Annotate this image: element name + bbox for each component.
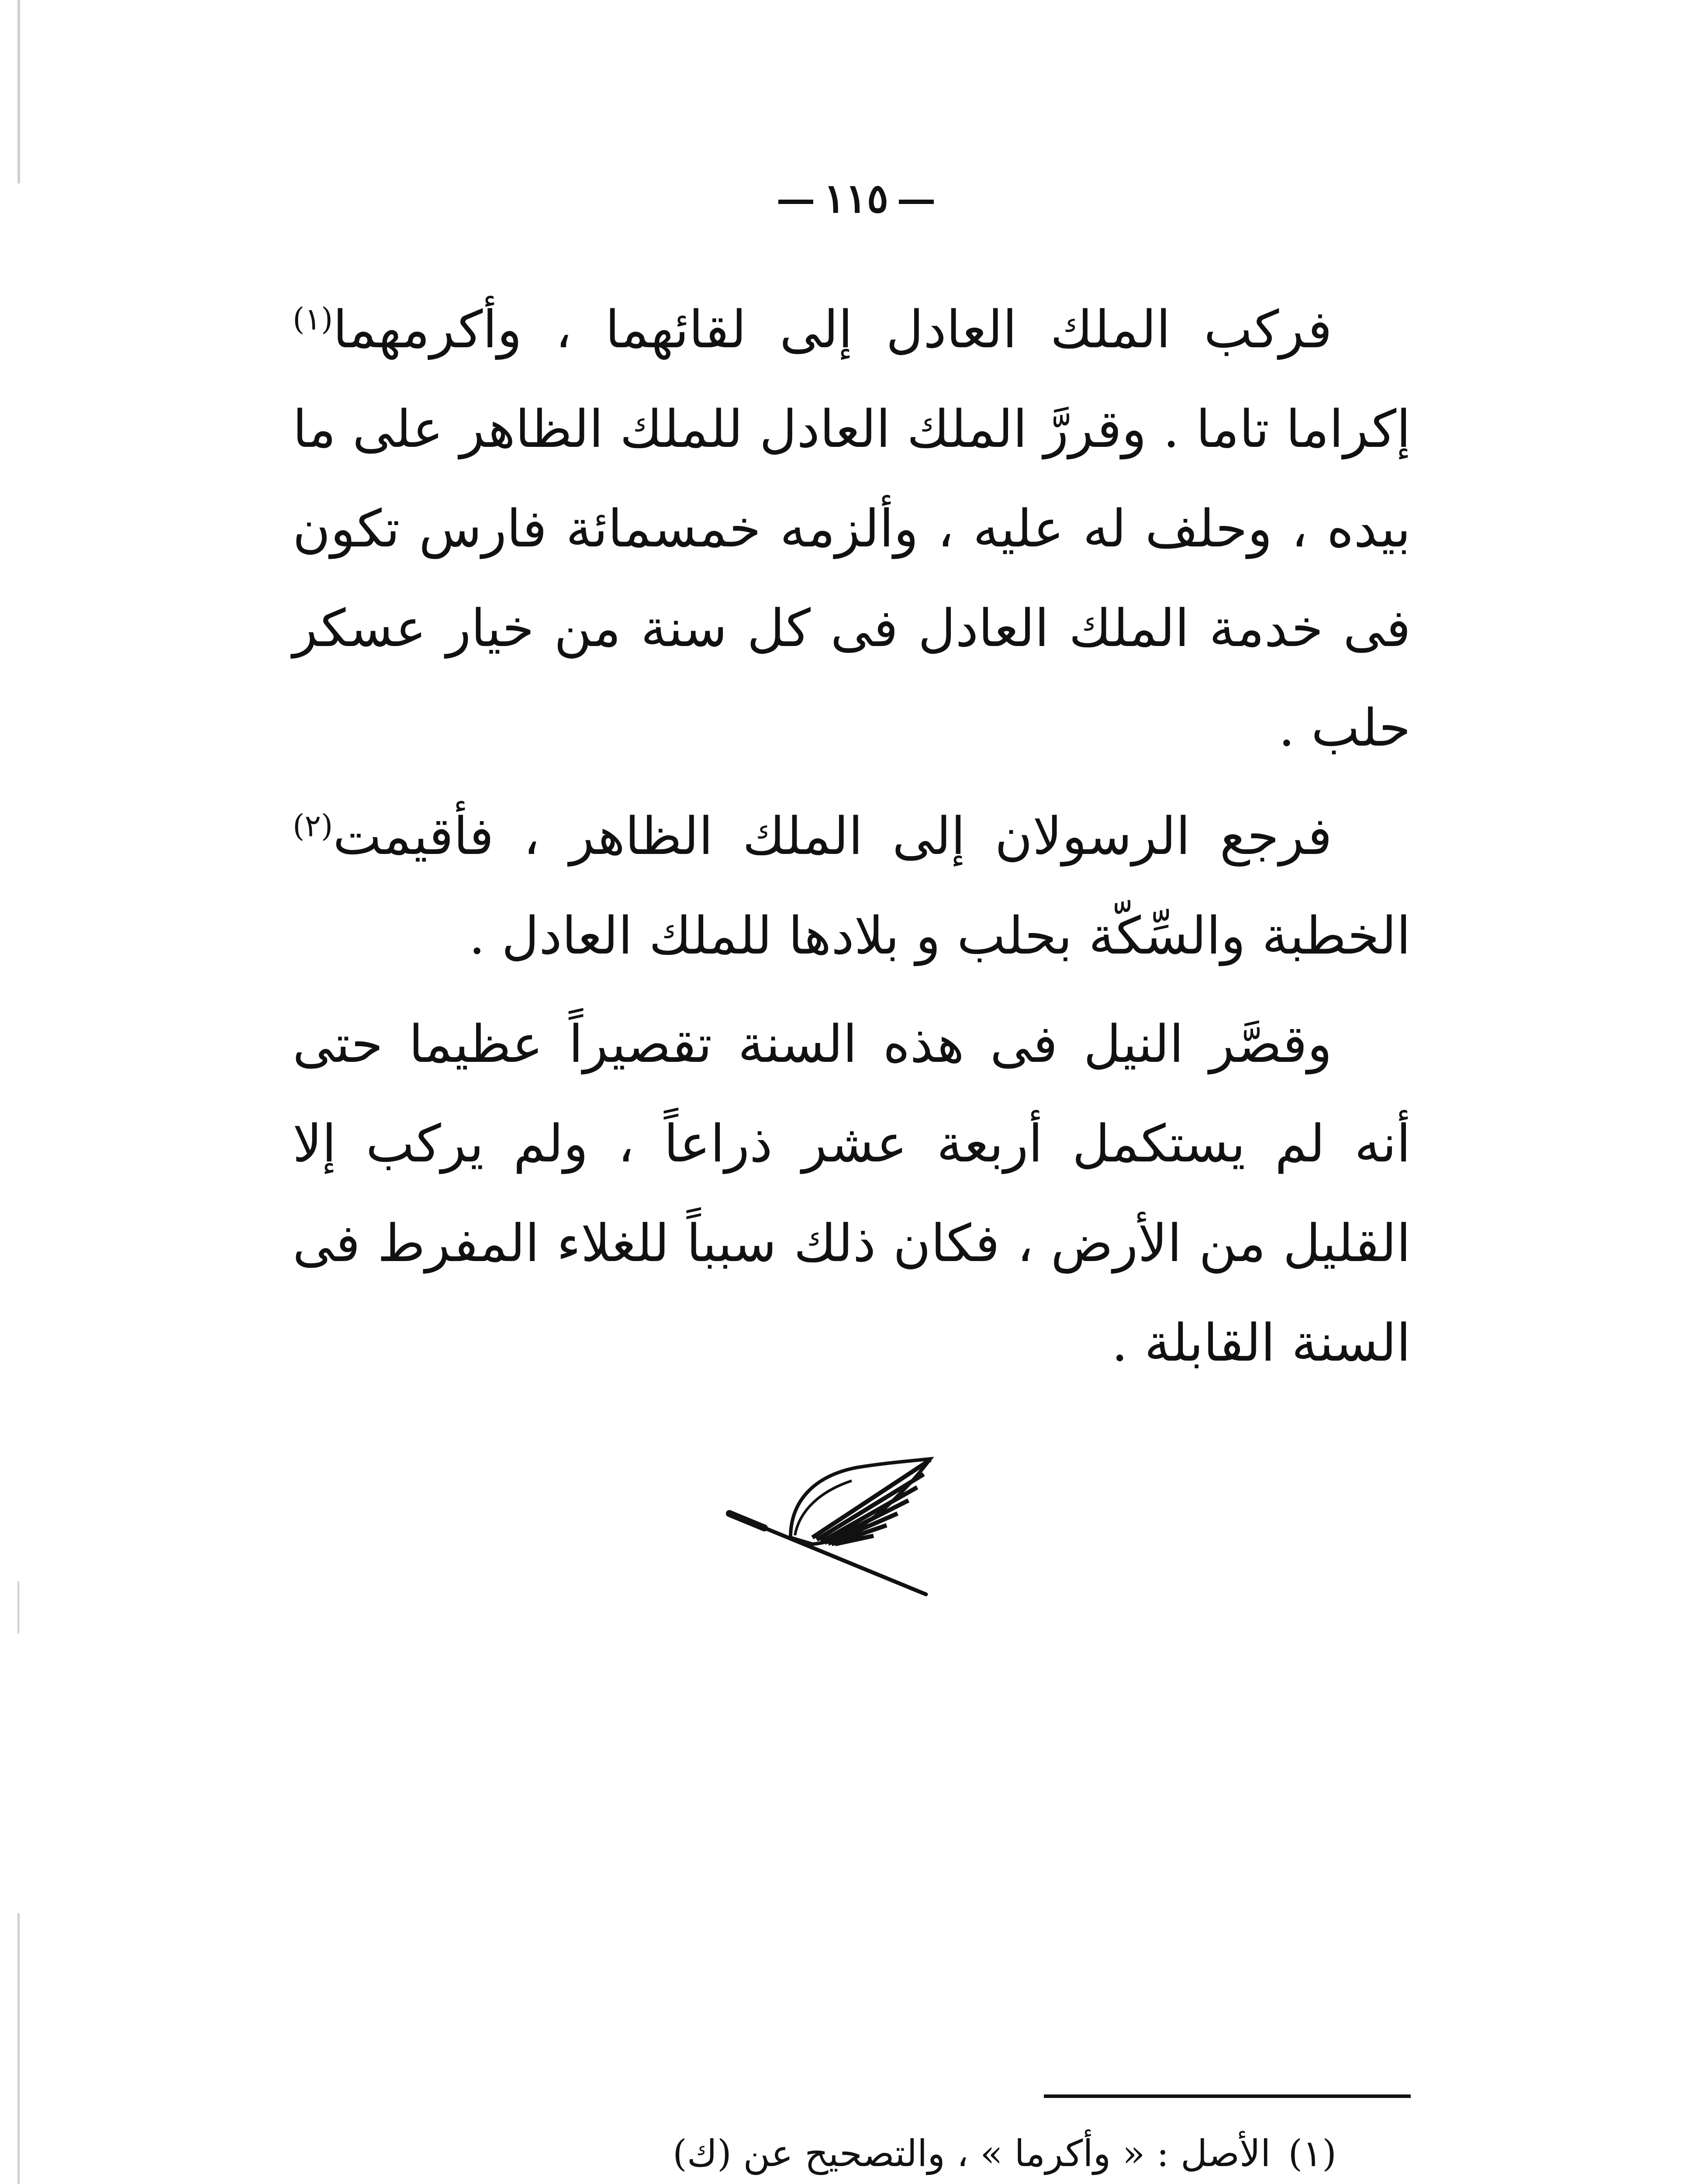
- winged-pen-icon: [725, 1450, 935, 1599]
- paragraph-text: إكراما تاما . وقررَّ الملك العادل للملك الظاهر على ما بيده ، وحلف له عليه ، وألزمه خمسمائة فارس تكون فى خدمة الملك العادل فى كل سنة من خيار عسكر حلب .: [293, 399, 1411, 758]
- main-text: [293, 280, 1411, 1393]
- scan-edge-mark: [17, 1581, 19, 1634]
- paragraph-2: [293, 786, 1411, 985]
- footnote-text: الأصل : « وأكرما » ، والتصحيح عن (ك): [673, 2132, 1271, 2175]
- footnote-reference-2: (٢): [293, 808, 333, 844]
- footnotes: [655, 2123, 1336, 2184]
- page-number-dash-left: [778, 200, 813, 204]
- paragraph-text: وقصَّر النيل فى هذه السنة تقصيراً عظيما حتى أنه لم يستكمل أربعة عشر ذراعاً ، ولم يركب إلا القليل من الأرض ، فكان ذلك سبباً للغلاء المفرط فى السنة القابلة .: [293, 1014, 1411, 1373]
- paragraph-text: فرجع الرسولان إلى الملك الظاهر ، فأقيمت: [333, 806, 1332, 866]
- page-number-text: ١١٥: [823, 175, 889, 222]
- paragraph-text: فركب الملك العادل إلى لقائهما ، وأكرمهما: [333, 299, 1332, 359]
- scan-edge-mark: [17, 0, 20, 183]
- paragraph-3: [293, 994, 1411, 1393]
- scan-edge-mark: [17, 1913, 20, 2184]
- paragraph-text: الخطبة والسِّكّة بحلب و بلادها للملك العادل .: [469, 905, 1411, 966]
- page-number: [764, 175, 948, 222]
- footnote-reference-1: (١): [293, 301, 333, 337]
- footnote-separator: [1044, 2094, 1411, 2098]
- page-number-dash-right: [899, 200, 934, 204]
- footnote-1: [655, 2123, 1336, 2184]
- paragraph-1: [293, 280, 1411, 778]
- footnote-number: (١): [1288, 2132, 1336, 2175]
